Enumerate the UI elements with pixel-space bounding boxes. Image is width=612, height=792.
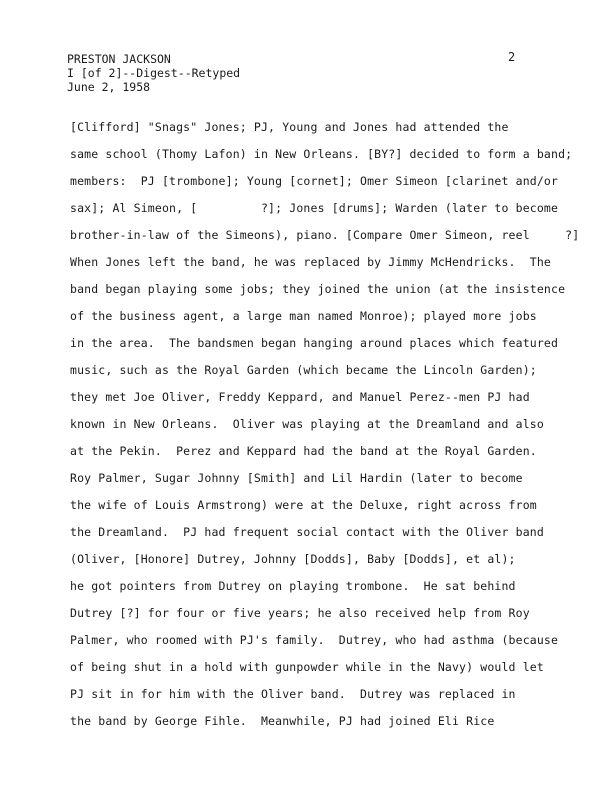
body-line: brother-in-law of the Simeons), piano. [Compare Omer Simeon, reel ?] [70, 228, 580, 242]
body-line: in the area. The bandsmen began hanging around places which featured [70, 336, 559, 350]
body-line: Palmer, who roomed with PJ's family. Dutrey, who had asthma (because [70, 633, 559, 647]
body-line: at the Pekin. Perez and Keppard had the band at the Royal Garden. [70, 444, 537, 458]
body-line: When Jones left the band, he was replaced by Jimmy McHendricks. The [70, 255, 552, 269]
body-line: [Clifford] "Snags" Jones; PJ, Young and Jones had attended the [70, 120, 509, 134]
body-line: he got pointers from Dutrey on playing trombone. He sat behind [70, 579, 516, 593]
page-number: 2 [508, 50, 516, 64]
interviewee-name: PRESTON JACKSON [67, 52, 171, 66]
body-line: PJ sit in for him with the Oliver band. Dutrey was replaced in [70, 687, 516, 701]
body-line: of the business agent, a large man named Monroe); played more jobs [70, 309, 537, 323]
body-line: of being shut in a hold with gunpowder while in the Navy) would let [70, 660, 544, 674]
body-line: (Oliver, [Honore] Dutrey, Johnny [Dodds], Baby [Dodds], et al); [70, 552, 516, 566]
body-line: members: PJ [trombone]; Young [cornet]; Omer Simeon [clarinet and/or [70, 174, 559, 188]
body-line: the Dreamland. PJ had frequent social contact with the Oliver band [70, 525, 544, 539]
body-line: same school (Thomy Lafon) in New Orleans. [BY?] decided to form a band; [70, 147, 573, 161]
reel-info: I [of 2]--Digest--Retyped [67, 66, 241, 80]
body-line: Roy Palmer, Sugar Johnny [Smith] and Lil Hardin (later to become [70, 471, 523, 485]
body-line: band began playing some jobs; they joined the union (at the insistence [70, 282, 566, 296]
body-line: sax]; Al Simeon, [ ?]; Jones [drums]; Warden (later to become [70, 201, 559, 215]
interview-date: June 2, 1958 [67, 80, 151, 94]
body-line: music, such as the Royal Garden (which became the Lincoln Garden); [70, 363, 537, 377]
body-line: they met Joe Oliver, Freddy Keppard, and Manuel Perez--men PJ had [70, 390, 530, 404]
body-line: Dutrey [?] for four or five years; he also received help from Roy [70, 606, 530, 620]
body-line: the band by George Fihle. Meanwhile, PJ had joined Eli Rice [70, 714, 495, 728]
body-line: the wife of Louis Armstrong) were at the Deluxe, right across from [70, 498, 537, 512]
body-line: known in New Orleans. Oliver was playing at the Dreamland and also [70, 417, 544, 431]
